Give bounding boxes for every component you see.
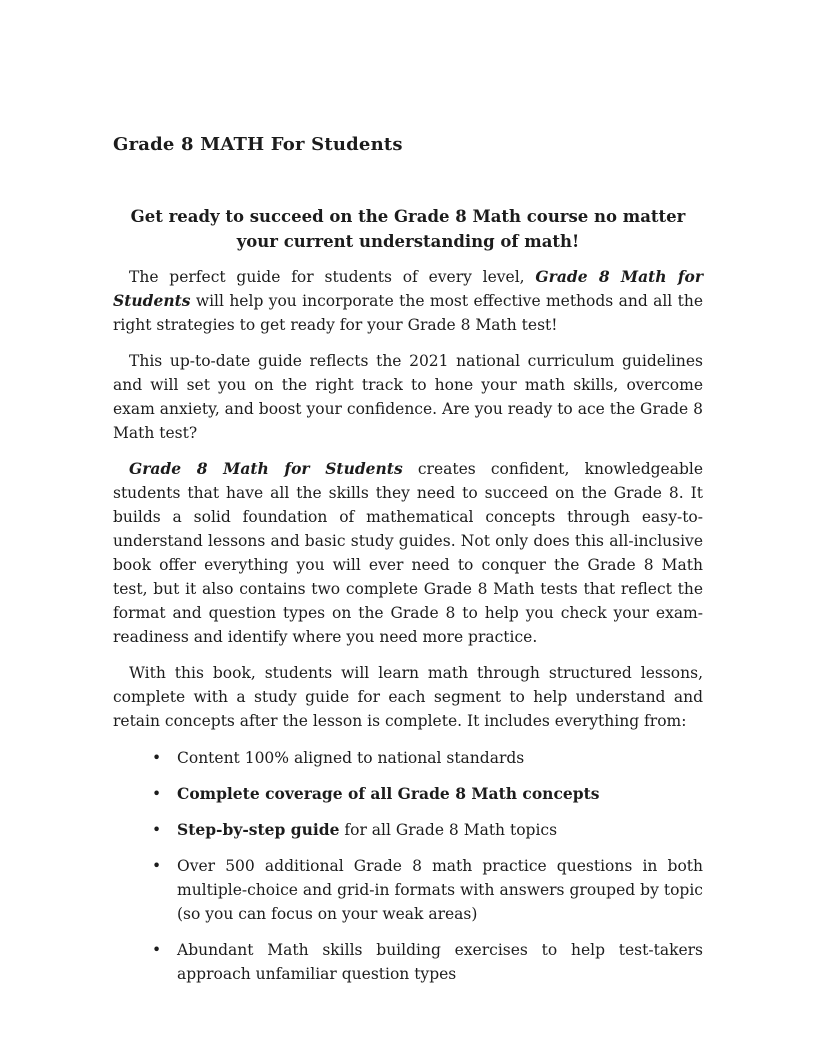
- bullet-list: [113, 746, 703, 986]
- paragraph: [113, 349, 703, 445]
- text-segment: Grade 8 Math for Students: [113, 267, 703, 310]
- list-item: [177, 818, 703, 842]
- text-segment: Step-by-step guide: [177, 820, 340, 839]
- document-subtitle: Get ready to succeed on the Grade 8 Math course no matter your current understanding of math!: [130, 207, 686, 251]
- text-segment: creates confident, knowledgeable students that have all the skills they need to succeed on the Grade 8. It builds a solid foundation of mathematical concepts through easy-to-understand lessons and basic study guides. Not only does this all-inclusive book offer everything you will ever need to conquer the Grade 8 Math test, but it also contains two complete Grade 8 Math tests that reflect the format and question types on the Grade 8 to help you check your exam-readiness and identify where you need more practice.: [113, 460, 704, 646]
- text-segment: Grade 8 Math for Students: [129, 459, 403, 478]
- list-item: [177, 746, 703, 770]
- text-segment: Abundant Math skills building exercises to help test-takers approach unfamiliar question types: [177, 941, 703, 983]
- text-segment: Over 500 additional Grade 8 math practice questions in both multiple-choice and grid-in formats with answers grouped by topic (so you can focus on your weak areas): [177, 857, 703, 923]
- document-title: Grade 8 MATH For Students: [113, 134, 403, 155]
- list-item: [177, 938, 703, 986]
- paragraph: [113, 265, 703, 337]
- text-segment: Content 100% aligned to national standards: [177, 749, 525, 767]
- paragraph: [113, 661, 703, 733]
- paragraphs-container: [113, 265, 703, 733]
- text-segment: will help you incorporate the most effective methods and all the right strategies to get ready for your Grade 8 Math test!: [113, 292, 703, 334]
- text-segment: The perfect guide for students of every level,: [129, 268, 536, 286]
- paragraph: [113, 457, 703, 649]
- text-segment: Complete coverage of all Grade 8 Math concepts: [177, 784, 600, 803]
- list-item: [177, 782, 703, 806]
- text-segment: This up-to-date guide reflects the 2021 national curriculum guidelines and will set you on the right track to hone your math skills, overcome exam anxiety, and boost your confidence. Are you ready to ace the Grade 8 Math test?: [113, 352, 703, 442]
- list-item: [177, 854, 703, 926]
- text-segment: for all Grade 8 Math topics: [339, 821, 558, 839]
- text-segment: With this book, students will learn math through structured lessons, complete with a study guide for each segment to help understand and retain concepts after the lesson is complete. It includes everything from:: [113, 664, 703, 730]
